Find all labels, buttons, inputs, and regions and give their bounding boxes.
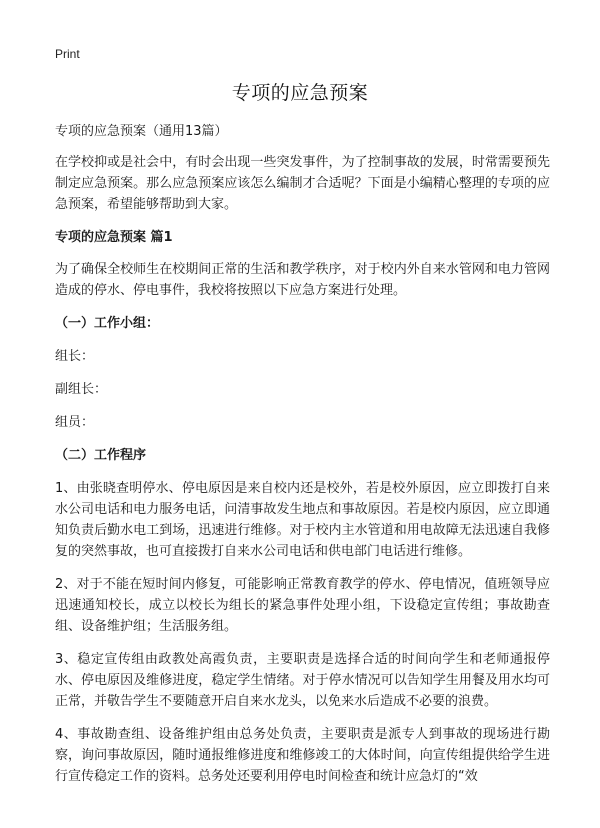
intro-paragraph: 在学校抑或是社会中，有时会出现一些突发事件，为了控制事故的发展，时常需要预先制定应急预案。那么应急预案应该怎么编制才合适呢？下面是小编精心整理的专项的应急预案，希望能够帮助到大家。 (55, 155, 550, 212)
procedure-step-1: 1、由张晓查明停水、停电原因是来自校内还是校外，若是校外原因，应立即拨打自来水公司电话和电力服务电话，问清事故发生地点和事故原因。若是校内原因，应立即通知负责后勤水电工到场，迅速进行维修。对于校内主水管道和用电故障无法迅速自我修复的突然事故，也可直接拨打自来水公司电话和供电部门电话进行维修。 (55, 481, 550, 559)
group-heading: （一）工作小组： (55, 316, 160, 331)
document-subtitle: 专项的应急预案（通用13篇） (55, 124, 228, 139)
print-label: Print (55, 47, 80, 61)
document-title: 专项的应急预案 (231, 82, 369, 104)
procedure-step-2: 2、对于不能在短时间内修复，可能影响正常教育教学的停水、停电情况，值班领导应迅速通知校长，成立以校长为组长的紧急事件处理小组，下设稳定宣传组；事故勘查组、设备维护组；生活服务组。 (55, 577, 550, 634)
procedure-step-3: 3、稳定宣传组由政教处高霞负责，主要职责是选择合适的时间向学生和老师通报停水、停电原因及维修进度，稳定学生情绪。对于停水情况可以告知学生用餐及用水均可正常，并敬告学生不要随意开启自来水龙头，以免来水后造成不必要的浪费。 (55, 652, 550, 709)
role-deputy-leader: 副组长： (55, 382, 108, 397)
role-leader: 组长： (55, 349, 95, 364)
section-heading: 专项的应急预案 篇1 (55, 230, 173, 245)
role-members: 组员： (55, 415, 95, 430)
procedure-heading: （二）工作程序 (55, 448, 147, 463)
document-body (55, 121, 550, 799)
procedure-step-4: 4、事故勘查组、设备维护组由总务处负责，主要职责是派专人到事故的现场进行勘察，询问事故原因，随时通报维修进度和维修竣工的大体时间，向宣传组提供给学生进行宣传稳定工作的资料。总务处还要利用停电时间检查和统计应急灯的“效 (55, 727, 550, 784)
section-intro-paragraph: 为了确保全校师生在校期间正常的生活和教学秩序，对于校内外自来水管网和电力管网造成的停水、停电事件，我校将按照以下应急方案进行处理。 (55, 262, 550, 298)
